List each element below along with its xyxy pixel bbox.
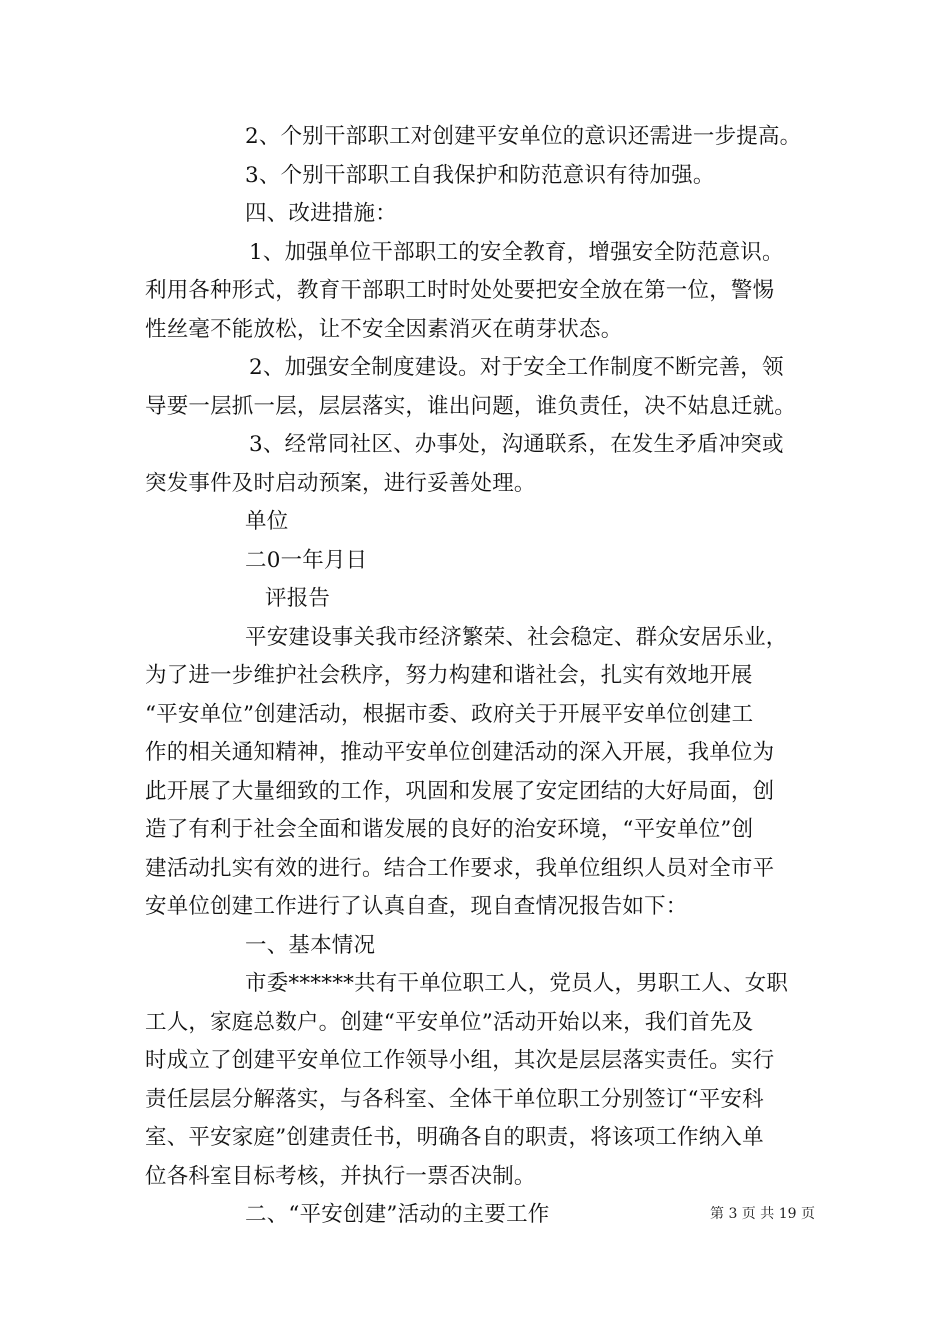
list-item-2: 2、个别干部职工对创建平安单位的意识还需进一步提高。: [245, 124, 802, 149]
measure-1-line-2: 利用各种形式，教育干部职工时时处处要把安全放在第一位，警惕: [145, 278, 775, 303]
basic-info-line-6: 位各科室目标考核，并执行一票否决制。: [145, 1163, 536, 1189]
section-heading-basic-info: 一、基本情况: [245, 932, 376, 958]
basic-info-line-2: 工人，家庭总数户。创建“平安单位”活动开始以来，我们首先及: [145, 1009, 754, 1035]
basic-info-line-3: 时成立了创建平安单位工作领导小组，其次是层层落实责任。实行: [145, 1048, 775, 1073]
measure-2-line-1: 2、加强安全制度建设。对于安全工作制度不断完善，领: [249, 355, 784, 380]
intro-line-8: 安单位创建工作进行了认真自查，现自查情况报告如下：: [145, 894, 688, 919]
intro-line-4: 作的相关通知精神，推动平安单位创建活动的深入开展，我单位为: [145, 740, 775, 765]
page-number: 第 3 页 共 19 页: [710, 1206, 815, 1222]
section-heading-main-work: 二、“平安创建”活动的主要工作: [245, 1202, 550, 1227]
list-item-3: 3、个别干部职工自我保护和防范意识有待加强。: [245, 162, 715, 188]
section-heading-improvements: 四、改进措施：: [245, 201, 397, 226]
intro-line-1: 平安建设事关我市经济繁荣、社会稳定、群众安居乐业，: [245, 624, 788, 650]
basic-info-line-5: 室、平安家庭”创建责任书，明确各自的职责，将该项工作纳入单: [145, 1125, 764, 1150]
basic-info-line-1: 市委******共有干单位职工人，党员人，男职工人、女职: [245, 971, 789, 996]
signature-date: 二0一年月日: [245, 547, 368, 573]
intro-line-3: “平安单位”创建活动，根据市委、政府关于开展平安单位创建工: [145, 701, 754, 727]
basic-info-line-4: 责任层层分解落实，与各科室、全体干单位职工分别签订“平安科: [145, 1086, 764, 1112]
measure-3-line-1: 3、经常同社区、办事处，沟通联系，在发生矛盾冲突或: [249, 432, 784, 457]
document-body: [145, 118, 810, 1235]
measure-2-line-2: 导要一层抓一层，层层落实，谁出问题，谁负责任，决不姑息迁就。: [145, 393, 797, 419]
signature-unit: 单位: [245, 509, 289, 534]
report-title: 评报告: [265, 586, 331, 611]
intro-line-7: 建活动扎实有效的进行。结合工作要求，我单位组织人员对全市平: [145, 855, 775, 881]
intro-line-5: 此开展了大量细致的工作，巩固和发展了安定团结的大好局面，创: [145, 778, 775, 804]
measure-1-line-3: 性丝毫不能放松，让不安全因素消灭在萌芽状态。: [145, 316, 623, 342]
intro-line-2: 为了进一步维护社会秩序，努力构建和谐社会，扎实有效地开展: [145, 663, 753, 688]
measure-1-line-1: 1、加强单位干部职工的安全教育，增强安全防范意识。: [249, 239, 784, 265]
measure-3-line-2: 突发事件及时启动预案，进行妥善处理。: [145, 470, 536, 496]
intro-line-6: 造了有利于社会全面和谐发展的良好的治安环境，“平安单位”创: [145, 817, 754, 842]
